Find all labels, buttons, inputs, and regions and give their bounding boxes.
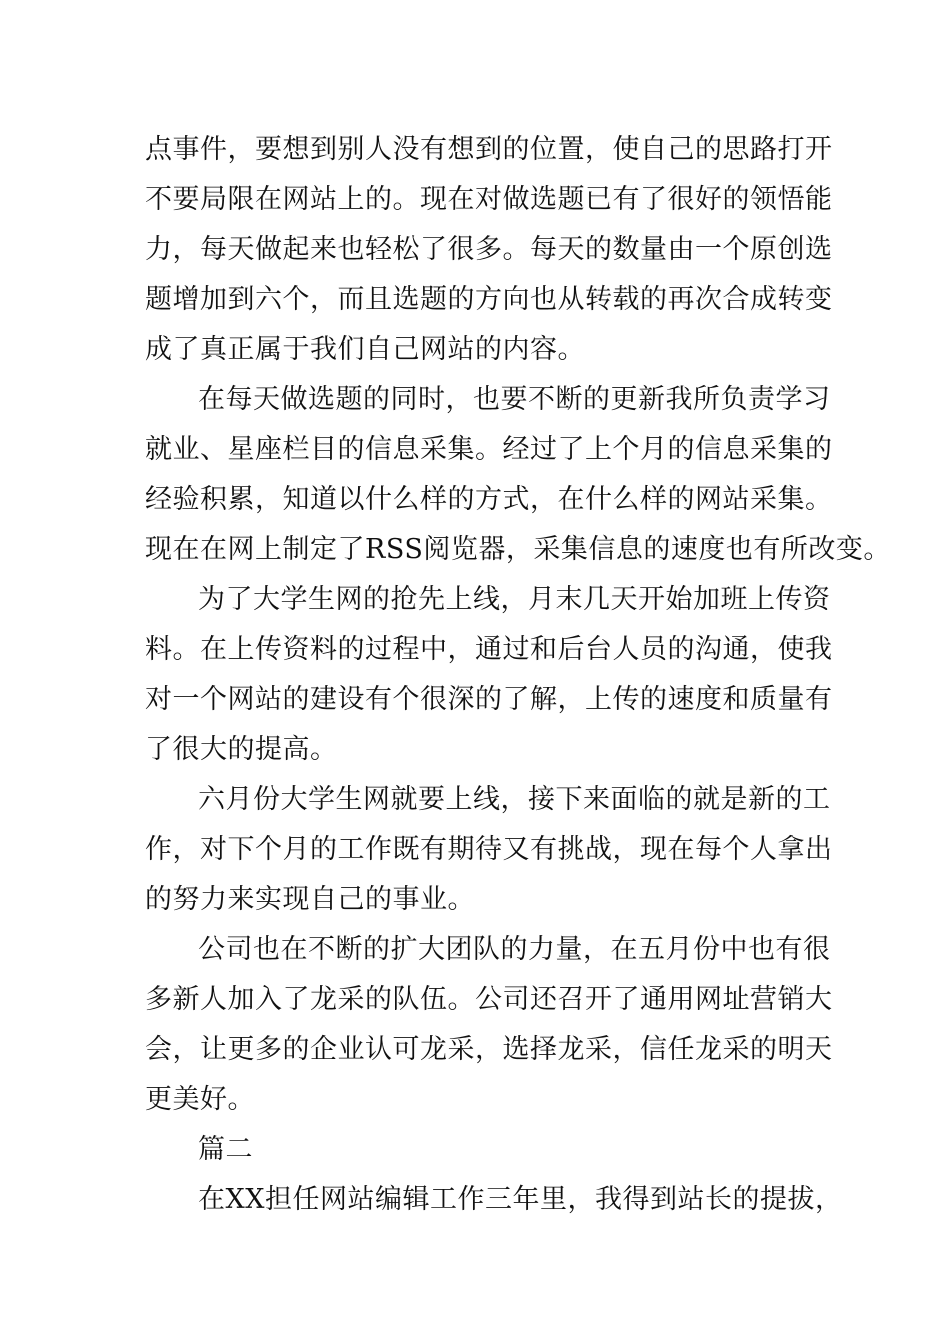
paragraph-start-line: 在每天做选题的同时，也要不断的更新我所负责学习	[198, 384, 831, 415]
text-line: 对一个网站的建设有个很深的了解，上传的速度和质量有	[145, 684, 833, 715]
section-heading: 篇二	[198, 1134, 253, 1165]
paragraph-start-line: 为了大学生网的抢先上线，月末几天开始加班上传资	[198, 584, 831, 615]
document-body	[145, 125, 891, 1225]
text-line: 的努力来实现自己的事业。	[145, 884, 475, 915]
text-line: 作，对下个月的工作既有期待又有挑战，现在每个人拿出	[145, 834, 833, 865]
text-line: 不要局限在网站上的。现在对做选题已有了很好的领悟能	[145, 184, 833, 215]
text-line: 更美好。	[145, 1084, 255, 1115]
text-line: 点事件，要想到别人没有想到的位置，使自己的思路打开	[145, 134, 833, 165]
paragraph-start-line: 在XX担任网站编辑工作三年里，我得到站长的提拔，	[198, 1184, 843, 1215]
paragraph-start-line: 六月份大学生网就要上线，接下来面临的就是新的工	[198, 784, 831, 815]
text-line: 多新人加入了龙采的队伍。公司还召开了通用网址营销大	[145, 984, 833, 1015]
text-line: 了很大的提高。	[145, 734, 338, 765]
text-line: 料。在上传资料的过程中，通过和后台人员的沟通，使我	[145, 634, 833, 665]
text-line: 经验积累，知道以什么样的方式，在什么样的网站采集。	[145, 484, 833, 515]
text-line: 题增加到六个，而且选题的方向也从转载的再次合成转变	[145, 284, 833, 315]
text-line: 就业、星座栏目的信息采集。经过了上个月的信息采集的	[145, 434, 833, 465]
paragraph-start-line: 公司也在不断的扩大团队的力量，在五月份中也有很	[198, 934, 831, 965]
text-line: 会，让更多的企业认可龙采，选择龙采，信任龙采的明天	[145, 1034, 833, 1065]
text-line: 成了真正属于我们自己网站的内容。	[145, 334, 585, 365]
text-line: 现在在网上制定了RSS阅览器，采集信息的速度也有所改变。	[145, 534, 891, 565]
text-line: 力，每天做起来也轻松了很多。每天的数量由一个原创选	[145, 234, 833, 265]
